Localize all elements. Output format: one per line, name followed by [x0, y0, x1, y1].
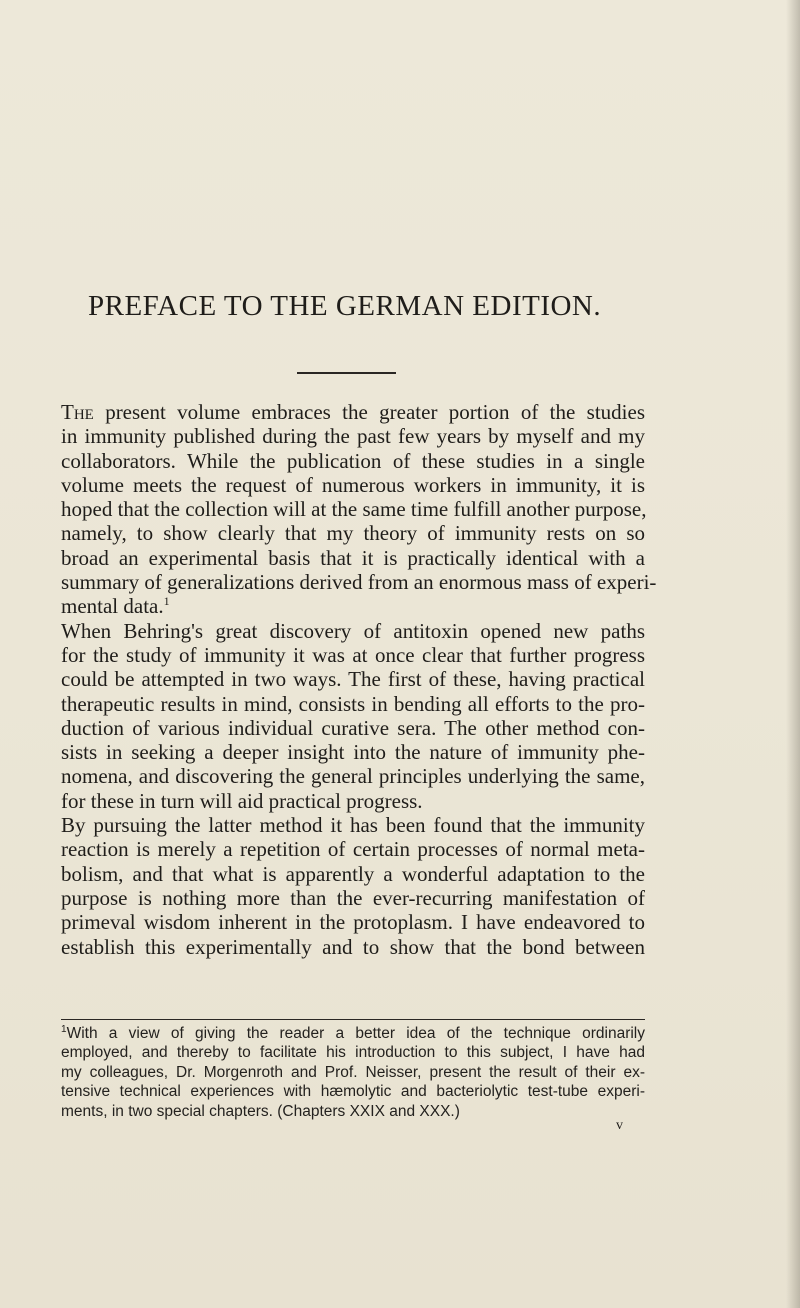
text-line: duction of various individual curative sera. The other method con-	[61, 715, 645, 740]
footnote-divider	[61, 1019, 645, 1020]
text-line: volume meets the request of numerous workers in immunity, it is	[61, 472, 645, 497]
paragraph-3	[61, 813, 645, 959]
text-line: purpose is nothing more than the ever-recurring manifestation of	[61, 885, 645, 910]
paragraph-2	[61, 619, 645, 813]
preface-body	[61, 400, 657, 959]
footnote-line: employed, and thereby to facilitate his introduction to this subject, I have had	[61, 1044, 645, 1062]
opening-word: The	[61, 400, 94, 424]
footnote-line: my colleagues, Dr. Morgenroth and Prof. Neisser, present the result of their ex-	[61, 1063, 645, 1081]
text-line: primeval wisdom inherent in the protoplasm. I have endeavored to	[61, 910, 645, 935]
text-line: summary of generalizations derived from an enormous mass of experi-	[61, 570, 657, 595]
paragraph-1	[61, 400, 657, 619]
text-line: therapeutic results in mind, consists in bending all efforts to the pro-	[61, 691, 645, 716]
footnote	[61, 1024, 645, 1121]
page-number: v	[616, 1118, 623, 1133]
page-title: PREFACE TO THE GERMAN EDITION.	[88, 290, 602, 322]
text-line: could be attempted in two ways. The first of these, having practical	[61, 667, 645, 692]
text-line: namely, to show clearly that my theory of immunity rests on so	[61, 521, 645, 546]
text-line: establish this experimentally and to show that the bond between	[61, 934, 645, 959]
title-divider	[297, 372, 396, 374]
text-line: for the study of immunity it was at once clear that further progress	[61, 642, 645, 667]
text-line: sists in seeking a deeper insight into the nature of immunity phe-	[61, 740, 645, 765]
text-line: When Behring's great discovery of antitoxin opened new paths	[61, 618, 645, 643]
text-line: collaborators. While the publication of these studies in a single	[61, 448, 645, 473]
text-line: nomena, and discovering the general principles underlying the same,	[61, 764, 645, 789]
footnote-reference[interactable]: 1	[163, 594, 170, 609]
page-edge-shadow	[786, 0, 800, 1308]
text-line: reaction is merely a repetition of certain processes of normal meta-	[61, 837, 645, 862]
footnote-line: $^1$With a view of giving the reader a better idea of the technique ordinarily	[61, 1023, 645, 1042]
text-line: The present volume embraces the greater portion of the studies	[61, 400, 646, 424]
text-line: mental data.$^1$	[61, 594, 170, 619]
footnote-mark: 1	[61, 1023, 67, 1035]
text-line: in immunity published during the past few years by myself and my	[61, 424, 645, 449]
footnote-line: tensive technical experiences with hæmolytic and bacteriolytic test-tube experi-	[61, 1083, 645, 1101]
text-line: By pursuing the latter method it has been found that the immunity	[61, 813, 645, 838]
text-line: hoped that the collection will at the same time fulfill another purpose,	[61, 497, 647, 522]
text-line: for these in turn will aid practical progress.	[61, 788, 423, 813]
text-line: broad an experimental basis that it is practically identical with a	[61, 545, 645, 570]
text-line: bolism, and that what is apparently a wonderful adaptation to the	[61, 861, 645, 886]
footnote-line: ments, in two special chapters. (Chapters XXIX and XXX.)	[61, 1102, 460, 1120]
